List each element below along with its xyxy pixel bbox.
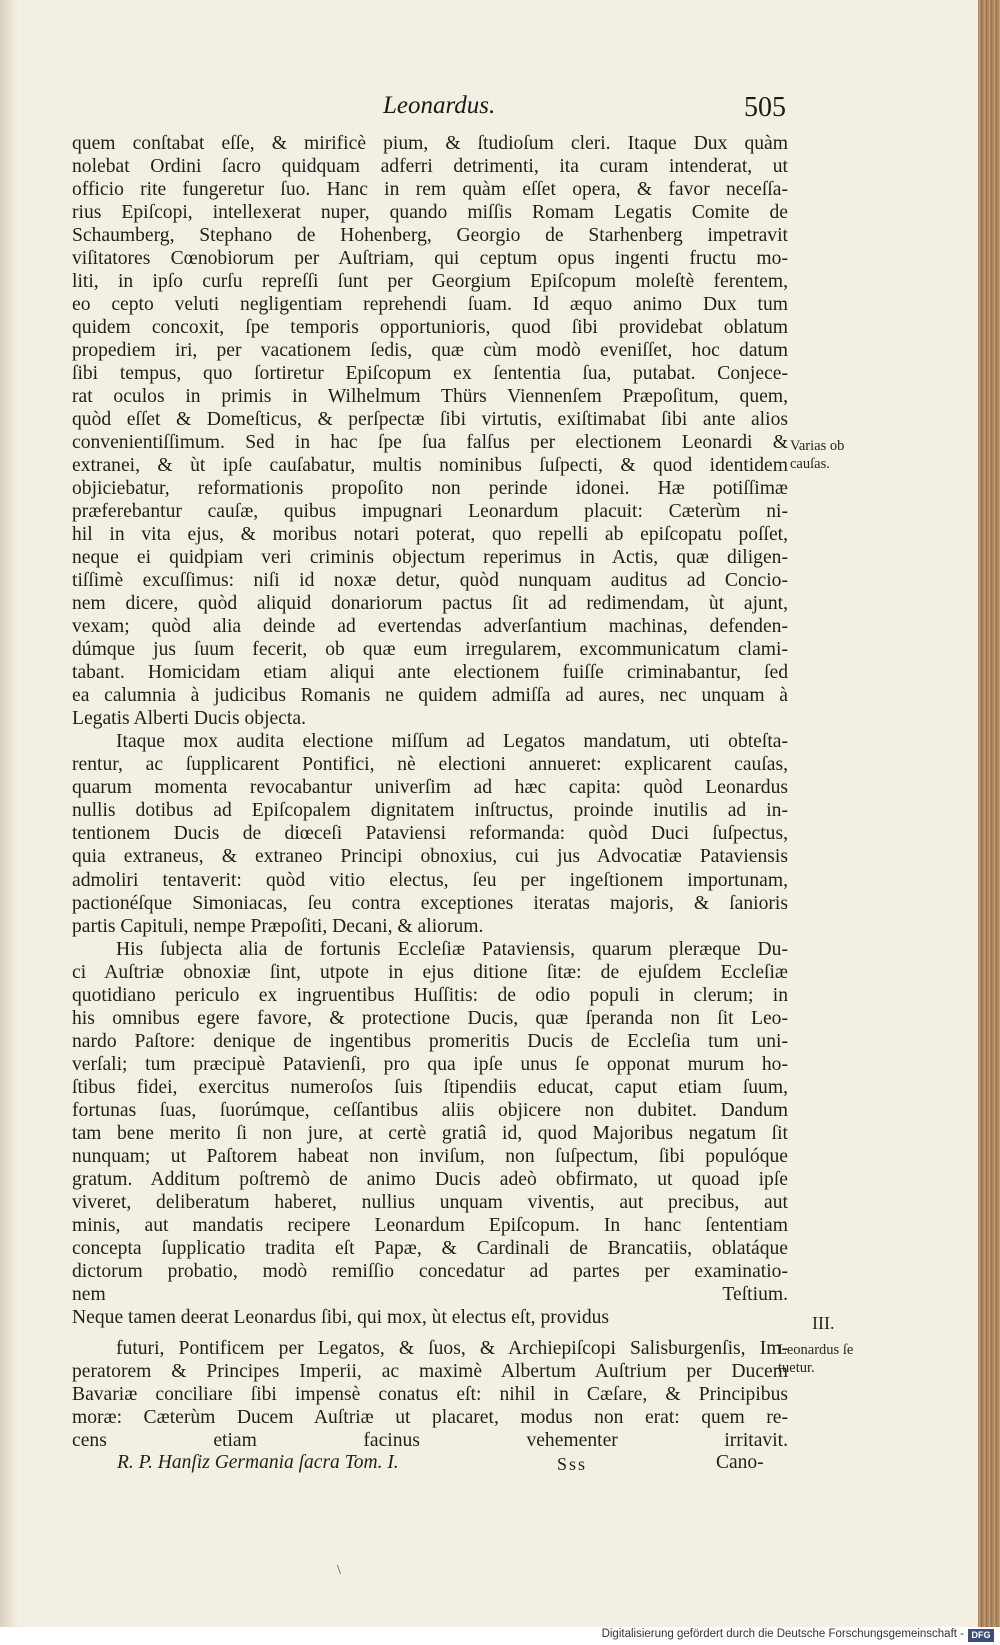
- text-line: quia extraneus, & extraneo Principi obnoxius, cui jus Advocatiæ Pataviensis: [72, 846, 788, 868]
- text-line: quem conſtabat eſſe, & mirificè pium, & ſtudioſum cleri. Itaque Dux quàm: [72, 133, 788, 154]
- digitization-bar: [0, 1627, 1000, 1645]
- text-line: dictorum probatio, modò remiſſio concedatur ad partes per examinatio-: [72, 1260, 788, 1282]
- paragraph-start-line: His ſubjecta alia de fortunis Eccleſiæ Pataviensis, quarum pleræque Du-: [116, 938, 788, 960]
- catchword: Cano-: [716, 1452, 764, 1473]
- stray-mark: \: [337, 1563, 341, 1578]
- text-line: propediem iri, per vacationem ſedis, quæ cùm modò eveniſſet, hoc datum: [72, 340, 788, 362]
- text-line: nunquam; ut Paſtorem habeat non inviſum, non ſuſpectum, ſibi populóque: [72, 1145, 788, 1167]
- text-line: ſibi tempus, quo ſortiretur Epiſcopum ex ſententia ſua, putabat. Conjece-: [72, 363, 788, 385]
- text-line: tentionem Ducis de diœceſi Pataviensi reformanda: quòd Duci ſuſpectus,: [72, 823, 788, 845]
- text-line: admoliri tentaverit: quòd vitio electus, ſeu per ingeſtionem importunam,: [72, 869, 788, 891]
- text-line: cens etiam facinus vehementer irritavit.: [72, 1429, 788, 1451]
- text-line: minis, aut mandatis recipere Leonardum Epiſcopum. In hanc ſententiam: [72, 1214, 788, 1236]
- text-line: nolebat Ordini ſacro quidquam adferri detrimenti, ita curam intenderat, ut: [72, 156, 788, 178]
- text-line: peratorem & Principes Imperii, ac maximè Albertum Auſtrium per Ducem: [72, 1360, 788, 1382]
- text-line: quotidiano periculo ex ingruentibus Huſſitis: de odio populi in clerum; in: [72, 984, 788, 1006]
- text-line: viveret, deliberatum haberet, nullius unquam viventis, aut precibus, aut: [72, 1191, 788, 1213]
- text-line: dúmque jus ſuum fecerit, ob quæ eum irregularem, excommunicatum clami-: [72, 639, 788, 661]
- text-line: præferebantur cauſæ, quibus impugnari Leonardum placuit: Cæterùm ni-: [72, 501, 788, 523]
- text-line: rat oculos in primis in Wilhelmum Thürs Viennenſem Præpoſitum, quem,: [72, 386, 788, 408]
- text-line: tabant. Homicidam etiam aliqui ante electionem fuiſſe criminabantur, ſed: [72, 662, 788, 684]
- digitization-credit: Digitalisierung gefördert durch die Deutsche Forschungsgemeinschaft -: [601, 1628, 964, 1640]
- text-line: quarum momenta revocabantur univerſim ad hæc capita: quòd Leonardus: [72, 777, 788, 799]
- body-text: [72, 132, 788, 1475]
- text-line: ci Auſtriæ obnoxiæ ſint, utpote in ejus ditione ſitæ: de ejuſdem Eccleſiæ: [72, 961, 788, 983]
- margin-note-varias: Varias ob cauſas.: [790, 438, 845, 472]
- text-line: verſali; tum præcipuè Patavienſi, pro qua ipſe unus ſe opponat murum ho-: [72, 1053, 788, 1075]
- text-line: Schaumberg, Stephano de Hohenberg, Georgio de Starhenberg impetravit: [72, 225, 788, 247]
- text-line: nullis dotibus ad Epiſcopalem dignitatem inſtructus, proinde inutilis ad in-: [72, 800, 788, 822]
- running-head: Leonardus.: [383, 92, 496, 119]
- text-line: Bavariæ conciliare ſibi impensè conatus eſt: nihil in Cæſare, & Principibus: [72, 1383, 788, 1405]
- text-line: quidem concoxit, ſpe temporis opportunioris, quod ſibi providebat oblatum: [72, 317, 788, 339]
- text-line: tiſſimè excuſſimus: niſi id noxæ detur, quòd nunquam auditus ad Concio-: [72, 570, 788, 592]
- text-line: pactionéſque Simoniacas, ſeu contra exceptiones iteratas majoris, & ſanioris: [72, 892, 788, 914]
- margin-note-numeral: III.: [812, 1313, 835, 1333]
- text-line: nem Teſtium.: [72, 1283, 788, 1305]
- text-line: moræ: Cæterùm Ducem Auſtriæ ut placaret, modus non erat: quem re-: [72, 1406, 788, 1428]
- text-line: vexam; quòd alia deinde ad evertendas adverſantium machinas, defenden-: [72, 616, 788, 638]
- margin-note-leonardus: Leonardus ſe tuetur.: [778, 1342, 854, 1376]
- text-line: liti, in ipſo curſu repreſſi ſunt per Georgium Epiſcopum moleſtè ferentem,: [72, 271, 788, 293]
- dfg-logo: DFG: [968, 1629, 994, 1642]
- text-line: objiciebatur, reformationis propoſito non perinde idonei. Hæ potiſſimæ: [72, 478, 788, 500]
- text-line: eo cepto veluti negligentiam reprehendi ſuam. Id æquo animo Dux tum: [72, 294, 788, 316]
- text-line: Legatis Alberti Ducis objecta.: [72, 708, 306, 730]
- paragraph-start-line: Itaque mox audita electione miſſum ad Legatos mandatum, uti obteſta-: [116, 731, 788, 753]
- text-line: ſtibus fidei, exercitus numeroſos ſuis ſtipendiis educat, caput etiam ſuum,: [72, 1076, 788, 1098]
- text-line: nardo Paſtore: denique de ingentibus promeritis Ducis de Eccleſia tum uni-: [72, 1030, 788, 1052]
- text-line: rius Epiſcopi, intellexerat nuper, quando miſſis Romam Legatis Comite de: [72, 202, 788, 224]
- text-line: partis Capituli, nempe Præpoſiti, Decani, & aliorum.: [72, 915, 484, 937]
- text-line: his omnibus egere favore, & protectione Ducis, quæ ſperanda non ſit Leo-: [72, 1007, 788, 1029]
- text-line: hil in vita ejus, & moribus notari poterat, quo repelli ab epiſcopatu poſſet,: [72, 524, 788, 546]
- page-gutter-shadow: [0, 0, 18, 1645]
- text-line: Neque tamen deerat Leonardus ſibi, qui mox, ùt electus eſt, providus: [72, 1306, 610, 1328]
- text-line: convenientiſſimum. Sed in hac ſpe ſua falſus per electionem Leonardi &: [72, 432, 788, 454]
- text-line: rentur, ac ſupplicarent Pontifici, nè electioni annueret: explicarent cauſas,: [72, 754, 788, 776]
- paragraph-start-line: futuri, Pontificem per Legatos, & ſuos, & Archiepiſcopi Salisburgenſis, Im-: [116, 1337, 788, 1359]
- footer-source-line: R. P. Hanſiz Germania ſacra Tom. I.: [117, 1452, 399, 1473]
- text-line: fortunas ſuas, ſuorúmque, ceſſantibus aliis objicere non dubitet. Dandum: [72, 1099, 788, 1121]
- text-line: gratum. Additum poſtremò de animo Ducis adeò obfirmato, ut quoad ipſe: [72, 1168, 788, 1190]
- text-line: tam bene merito ſi non jure, at certè gratiâ id, quod Majoribus negatum ſit: [72, 1122, 788, 1144]
- text-line: officio rite fungeretur ſuo. Hanc in rem quàm eſſet opera, & favor neceſſa-: [72, 179, 788, 201]
- text-line: concepta ſupplicatio tradita eſt Papæ, & Cardinali de Brancatiis, oblatáque: [72, 1237, 788, 1259]
- text-line: extranei, & ùt ipſe cauſabatur, multis nominibus ſuſpecti, & quod identidem: [72, 455, 788, 477]
- page-number: 505: [744, 92, 786, 123]
- text-line: ea calumnia à judicibus Romanis ne quidem admiſſa ad aures, nec unquam à: [72, 685, 788, 707]
- text-line: quòd eſſet & Domeſticus, & perſpectæ ſibi virtutis, exiſtimabat ſibi ante alios: [72, 409, 788, 431]
- text-line: neque ei quidpiam veri criminis objectum reperimus in Actis, quæ diligen-: [72, 547, 788, 569]
- text-line: viſitatores Cœnobiorum per Auſtriam, qui ceptum opus ingenti fructu mo-: [72, 248, 788, 270]
- text-line: nem dicere, quòd aliquid donariorum pactus ſit ad redimendam, ùt ajunt,: [72, 593, 788, 615]
- signature-mark: Sss: [557, 1454, 588, 1474]
- book-edge: [978, 0, 1000, 1645]
